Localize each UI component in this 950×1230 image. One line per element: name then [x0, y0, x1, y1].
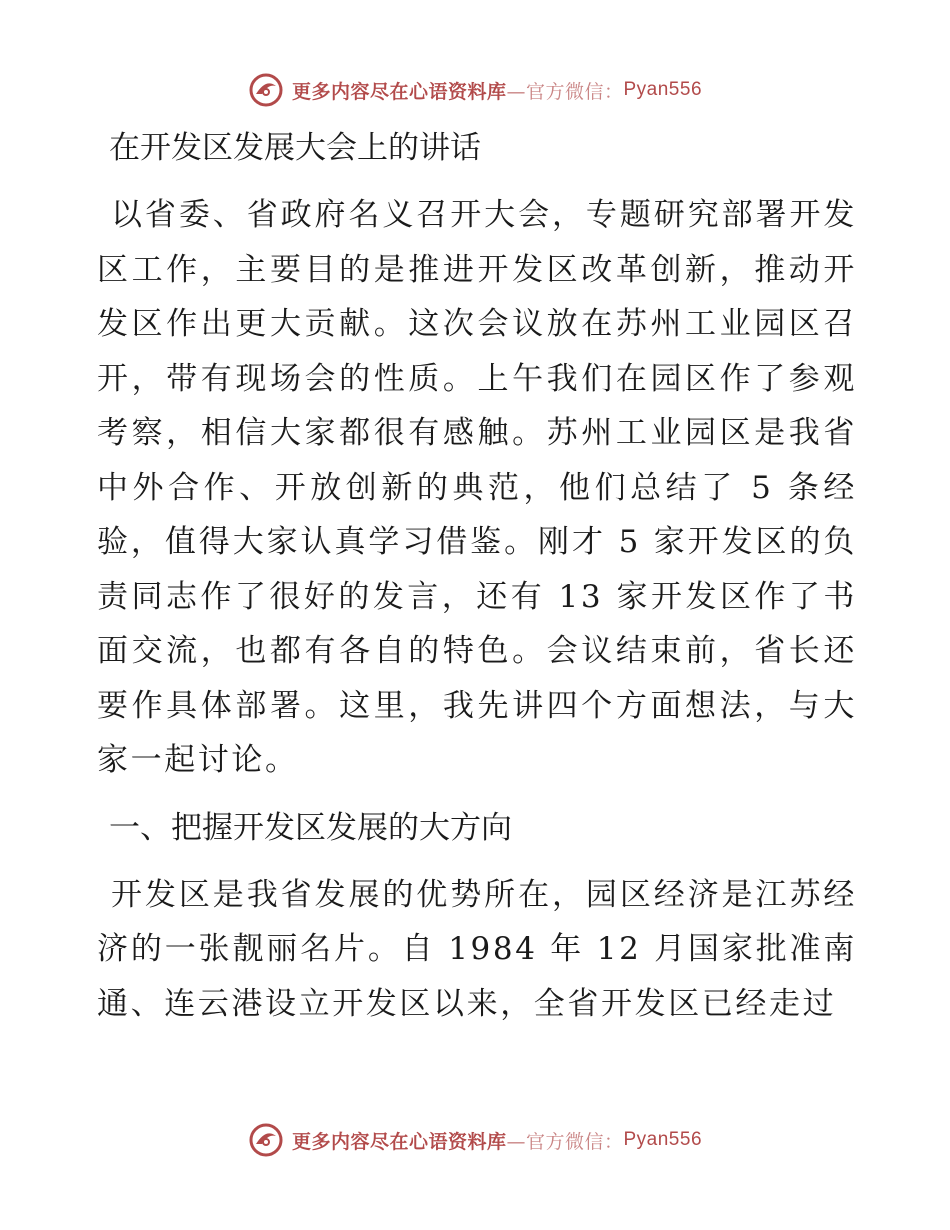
red-swirl-logo-icon [248, 72, 284, 108]
watermark-text [292, 77, 702, 104]
footer-watermark [0, 1120, 950, 1160]
section-heading-1: 一、把握开发区发展的大方向 [109, 809, 512, 846]
watermark-secondary: —官方微信： [506, 80, 624, 103]
document-title: 在开发区发展大会上的讲话 [109, 130, 481, 166]
paragraph-intro: 以省委、省政府名义召开大会，专题研究部署开发区工作，主要目的是推进开发区改革创新，推动开发区作出更大贡献。这次会议放在苏州工业园区召开，带有现场会的性质。上午我们在园区作了参观考察，相信大家都很有感触。苏州工业园区是我省中外合作、开放创新的典范，他们总结了 5 条经验，值得大家认真学习借鉴。刚才 5 家开发区的负责同志作了很好的发言，还有 13 家开发区作了书面交流，也都有各自的特色。会议结束前，省长还要作具体部署。这里，我先讲四个方面想法，与大家一起讨论。 [97, 197, 857, 778]
watermark-primary: 更多内容尽在心语资料库 [291, 80, 507, 103]
document-body [97, 122, 857, 1031]
watermark-wechat-id: Pyan556 [623, 79, 703, 100]
header-watermark [0, 70, 950, 110]
watermark-secondary: —官方微信： [506, 1130, 624, 1153]
watermark-text [292, 1127, 702, 1154]
watermark-wechat-id: Pyan556 [623, 1129, 703, 1150]
watermark-primary: 更多内容尽在心语资料库 [291, 1130, 507, 1153]
paragraph-section-1: 开发区是我省发展的优势所在，园区经济是江苏经济的一张靓丽名片。自 1984 年 12 月国家批准南通、连云港设立开发区以来，全省开发区已经走过 [97, 876, 857, 1022]
red-swirl-logo-icon [248, 1122, 284, 1158]
